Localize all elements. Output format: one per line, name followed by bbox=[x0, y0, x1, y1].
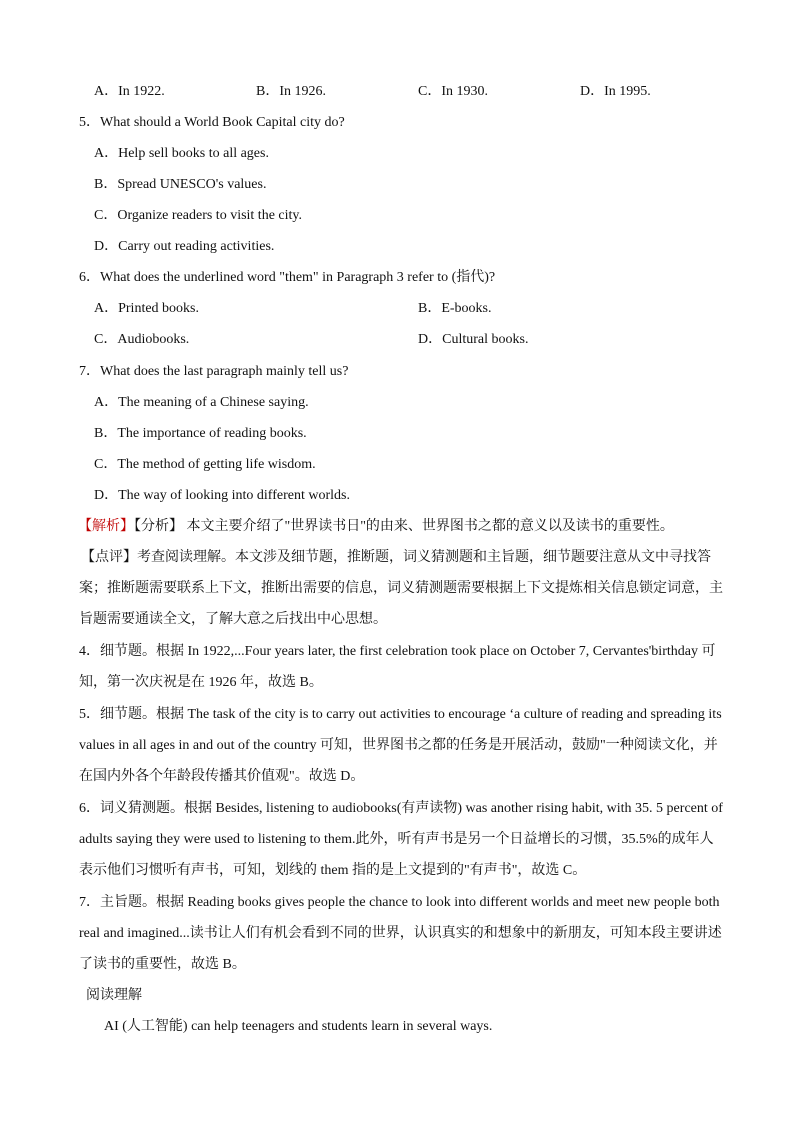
analysis-label: 【解析】 bbox=[78, 519, 134, 534]
comment-line-2: 案；推断题需要联系上下文，推断出需要的信息，词义猜测题需要根据上下文提炼相关信息锁定词意，主 bbox=[79, 581, 723, 596]
explain5-line-3: 在国内外各个年龄段传播其价值观"。故选 D。 bbox=[79, 769, 365, 784]
explain6-line-2: adults saying they were used to listening to them.此外，听有声书是另一个日益增长的习惯，35.5%的成年人 bbox=[79, 832, 714, 847]
explain7-line-2: real and imagined...读书让人们有机会看到不同的世界，认识真实的和想象中的新朋友，可知本段主要讲述 bbox=[79, 926, 722, 941]
q6-option-b: B．E-books. bbox=[418, 301, 492, 316]
q7-question: 7．What does the last paragraph mainly tell us? bbox=[79, 364, 349, 379]
section-title: 阅读理解 bbox=[86, 988, 142, 1003]
q4-option-a: A．In 1922. bbox=[94, 84, 165, 99]
comment-line-1: 【点评】考查阅读理解。本文涉及细节题，推断题，词义猜测题和主旨题，细节题要注意从文中寻找答 bbox=[81, 550, 711, 565]
q5-question: 5．What should a World Book Capital city do? bbox=[79, 115, 345, 130]
q7-option-d: D．The way of looking into different worlds. bbox=[94, 488, 350, 503]
q6-option-d: D．Cultural books. bbox=[418, 332, 529, 347]
section-intro: AI (人工智能) can help teenagers and students learn in several ways. bbox=[104, 1019, 493, 1034]
explain4-line-1: 4．细节题。根据 In 1922,...Four years later, the first celebration took place on October 7, Cervantes'birthday 可 bbox=[79, 644, 716, 659]
q5-option-c: C．Organize readers to visit the city. bbox=[94, 208, 302, 223]
analysis-sub-label: 【分析】 bbox=[134, 519, 183, 534]
analysis-line bbox=[78, 517, 674, 537]
q6-question: 6．What does the underlined word "them" in Paragraph 3 refer to (指代)? bbox=[79, 270, 496, 285]
analysis-text: 本文主要介绍了"世界读书日"的由来、世界图书之都的意义以及读书的重要性。 bbox=[183, 519, 674, 534]
q4-option-c: C．In 1930. bbox=[418, 84, 488, 99]
q7-option-a: A．The meaning of a Chinese saying. bbox=[94, 395, 309, 410]
explain7-line-1: 7．主旨题。根据 Reading books gives people the chance to look into different worlds and meet new people both bbox=[79, 895, 720, 910]
q5-option-d: D．Carry out reading activities. bbox=[94, 239, 275, 254]
explain5-line-1: 5．细节题。根据 The task of the city is to carry out activities to encourage ‘a culture of reading and spreading its bbox=[79, 707, 722, 722]
explain4-line-2: 知，第一次庆祝是在 1926 年，故选 B。 bbox=[79, 675, 323, 690]
explain7-line-3: 了读书的重要性，故选 B。 bbox=[79, 957, 246, 972]
q4-option-d: D．In 1995. bbox=[580, 84, 651, 99]
q4-option-b: B．In 1926. bbox=[256, 84, 326, 99]
q6-option-c: C．Audiobooks. bbox=[94, 332, 190, 347]
q7-option-b: B．The importance of reading books. bbox=[94, 426, 307, 441]
q6-option-a: A．Printed books. bbox=[94, 301, 199, 316]
q5-option-a: A．Help sell books to all ages. bbox=[94, 146, 269, 161]
explain6-line-3: 表示他们习惯听有声书，可知，划线的 them 指的是上文提到的"有声书"，故选 C。 bbox=[79, 863, 587, 878]
q5-option-b: B．Spread UNESCO's values. bbox=[94, 177, 267, 192]
comment-line-3: 旨题需要通读全文，了解大意之后找出中心思想。 bbox=[79, 612, 387, 627]
explain6-line-1: 6．词义猜测题。根据 Besides, listening to audiobooks(有声读物) was another rising habit, with 35. 5 percent of bbox=[79, 801, 723, 816]
explain5-line-2: values in all ages in and out of the country 可知，世界图书之都的任务是开展活动，鼓励"一种阅读文化，并 bbox=[79, 738, 718, 753]
q7-option-c: C．The method of getting life wisdom. bbox=[94, 457, 316, 472]
